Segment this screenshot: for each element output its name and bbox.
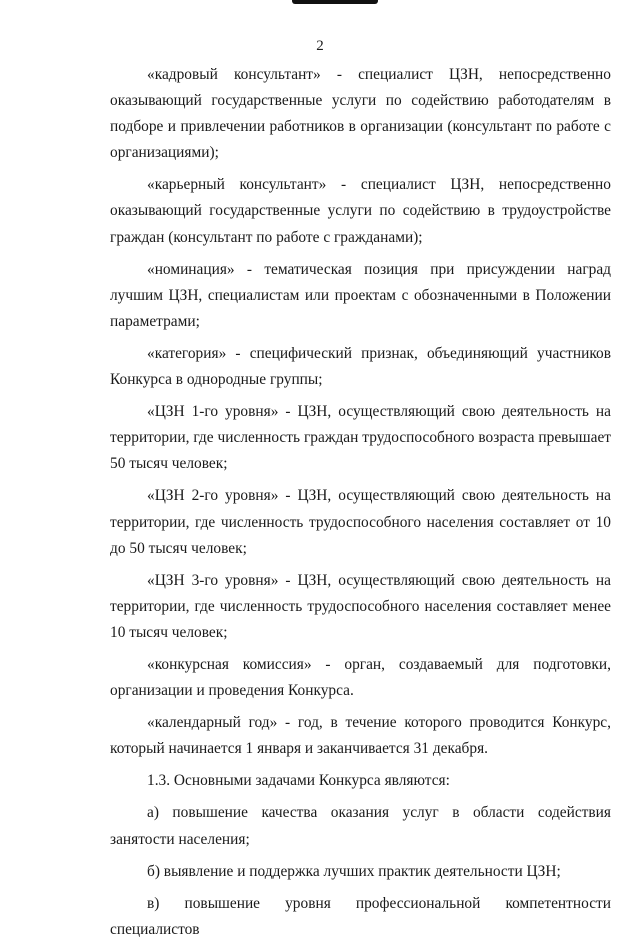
paragraph-competition-commission: «конкурсная комиссия» - орган, создаваемый для подготовки, организации и проведения Конкурса. (110, 655, 611, 700)
paragraph-task-a: а) повышение качества оказания услуг в области содействия занятости населения; (110, 804, 611, 848)
paragraph-nomination: «номинация» - тематическая позиция при присуждении наград лучшим ЦЗН, специалистам или проектам с обозначенными в Положении параметрами; (110, 260, 611, 330)
document-body (110, 62, 611, 943)
scan-edge-mark (292, 0, 378, 4)
paragraph-career-consultant: «карьерный консультант» - специалист ЦЗН, непосредственно оказывающий государственные услуги по содействию в трудоустройстве граждан (консультант по работе с гражданами); (110, 176, 611, 246)
page-number: 2 (316, 38, 324, 54)
paragraph-czn-level-1: «ЦЗН 1-го уровня» - ЦЗН, осуществляющий свою деятельность на территории, где численность граждан трудоспособного возраста превышает 50 тысяч человек; (110, 403, 611, 473)
paragraph-calendar-year: «календарный год» - год, в течение которого проводится Конкурс, который начинается 1 января и заканчивается 31 декабря. (110, 714, 611, 758)
paragraph-czn-level-3: «ЦЗН 3-го уровня» - ЦЗН, осуществляющий свою деятельность на территории, где численность трудоспособного населения составляет менее 10 тысяч человек; (110, 571, 611, 641)
paragraph-task-b: б) выявление и поддержка лучших практик деятельности ЦЗН; (147, 862, 561, 880)
paragraph-section-1-3: 1.3. Основными задачами Конкурса являются: (147, 772, 450, 790)
paragraph-hr-consultant: «кадровый консультант» - специалист ЦЗН, непосредственно оказывающий государственные услуги по содействию работодателям в подборе и привлечении работников в организации (консультант по работе с организациями); (110, 66, 611, 162)
paragraph-czn-level-2: «ЦЗН 2-го уровня» - ЦЗН, осуществляющий свою деятельность на территории, где численность трудоспособного населения составляет от 10 до 50 тысяч человек; (110, 487, 611, 557)
paragraph-category: «категория» - специфический признак, объединяющий участников Конкурса в однородные группы; (110, 344, 611, 389)
paragraph-task-c: в) повышение уровня профессиональной компетентности специалистов (110, 894, 611, 938)
